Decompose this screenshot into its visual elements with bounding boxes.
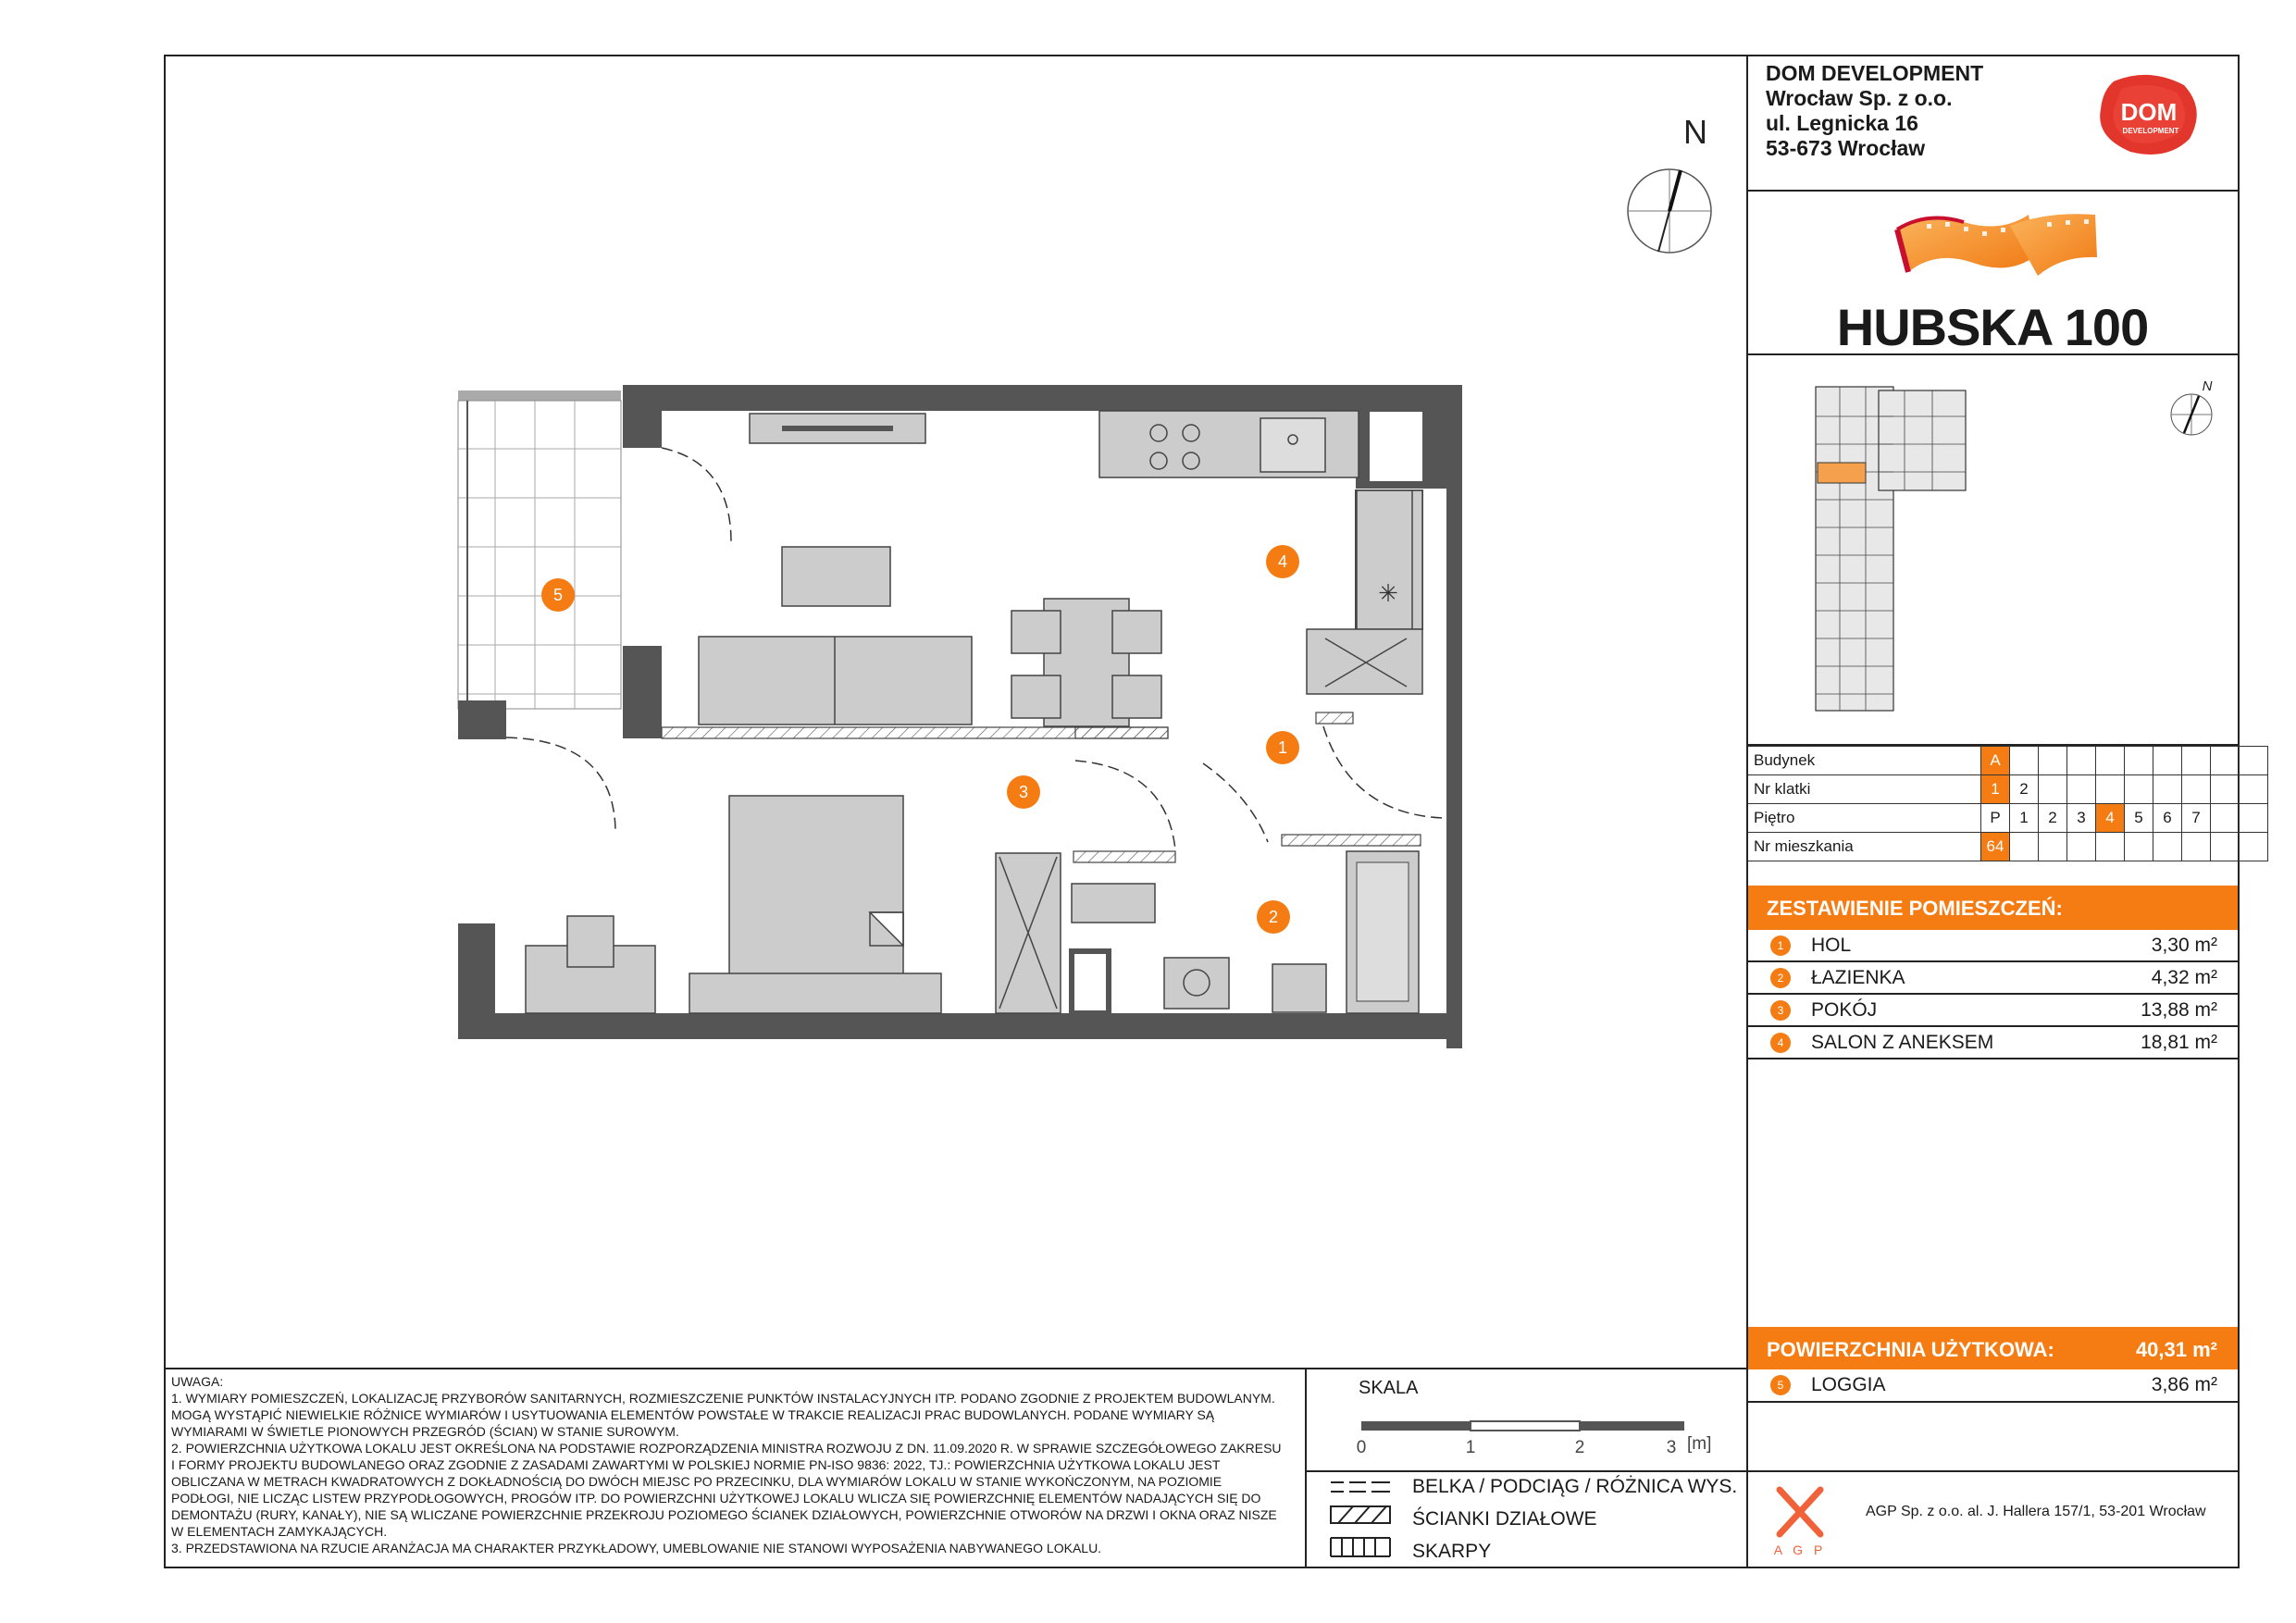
info-cell [2125,833,2153,861]
logo-text-main: DOM [2120,98,2178,126]
sidebar-rule-5 [1746,1470,2240,1472]
note-line: I FORMY PROJEKTU BUDOWLANEGO ORAZ ZGODNIE Z ZASADAMI ZAWARTYMI W POLSKIEJ NORMIE PN-ISO 9836: 2022, TJ.: POWIERZCHNIA UŻYTKOWA LOKALU JEST [171,1457,1221,1472]
note-line: DEMONTAŻU (RURY, KANAŁY), NIE SĄ WLICZANE POWIERZCHNIE PRZEKROJU POZIOMEGO ŚCIANEK DZIAŁOWYCH, POWIERZCHNIE OTWORÓW NA DRZWI I OKNA ORAZ NISZE [171,1507,1277,1522]
scale-tick-1: 1 [1465,1438,1476,1457]
info-row-label: Nr mieszkania [1748,833,1981,861]
info-cell [2211,804,2240,833]
info-row-label: Piętro [1748,804,1981,833]
notes-block [171,1373,1291,1556]
info-cell [2182,833,2211,861]
loggia-area: 3,86 m² [2151,1374,2217,1395]
loggia [458,390,621,709]
bathroom-fixtures [1072,851,1419,1013]
room-area: 13,88 m² [2141,999,2217,1021]
info-cell [2010,833,2039,861]
note-line: OBLICZANA W METRACH KWADRATOWYCH Z DOKŁADNOŚCIĄ DO DWÓCH MIEJSC PO PRZECINKU, DLA WYMIARÓW LOKALU W STANIE WYKOŃCZONYM, NA POZIOMIE [171,1474,1222,1489]
plan-marker-5: 5 [541,578,575,612]
info-cell [2182,747,2211,775]
note-line: W ELEMENTACH ZAMYKAJĄCYCH. [171,1524,388,1539]
info-cell [2182,775,2211,804]
coffee-table [782,547,890,606]
room-number-badge: 2 [1770,968,1791,988]
wardrobe [996,853,1061,1013]
slopes-symbol [1331,1538,1390,1556]
usable-area-label: POWIERZCHNIA UŻYTKOWA: [1767,1338,2054,1361]
info-cell [2153,747,2182,775]
room-name: SALON Z ANEKSEM [1811,1032,1994,1053]
notes-title: UWAGA: [171,1374,224,1389]
note-line: 2. POWIERZCHNIA UŻYTKOWA LOKALU JEST OKREŚLONA NA PODSTAWIE ROZPORZĄDZENIA MINISTRA ROZWOJU Z DN. 11.09.2020 R. W SPRAWIE SZCZEGÓŁOWEGO ZAKRESU [171,1441,1282,1456]
plan-marker-3: 3 [1007,775,1040,809]
agp-address: AGP Sp. z o.o. al. J. Hallera 157/1, 53-201 Wrocław [1866,1504,2206,1519]
building-key-plan [1812,379,1969,722]
room-area: 3,30 m² [2151,935,2217,956]
note-line: 1. WYMIARY POMIESZCZEŃ, LOKALIZACJĘ PRZYBORÓW SANITARNYCH, ROZMIESZCZENIE PUNKTÓW INSTALACYJNYCH ITP. PODANO ZGODNIE Z PROJEKTEM BUDOWLANYM. [171,1391,1275,1406]
project-title: HUBSKA 100 [1836,298,2149,356]
scale-unit: [m] [1687,1434,1712,1454]
info-cell: 64 [1981,833,2010,861]
info-cell [2039,747,2067,775]
info-row-label: Budynek [1748,747,1981,775]
north-label: N [1683,113,1707,151]
note-line: MOGĄ WYSTĄPIĆ NIEWIELKIE RÓŻNICE WYMIARÓW I USYTUOWANIA ELEMENTÓW POWSTAŁE W TRAKCIE REALIZACJI PRAC BUDOWLANYCH. PODANE WYMIARY SĄ [171,1407,1215,1422]
company-line2: Wrocław Sp. z o.o. [1766,86,1953,110]
company-name: DOM DEVELOPMENT [1766,61,1984,85]
room-name: ŁAZIENKA [1811,967,1905,988]
info-cell: 1 [2010,804,2039,833]
scale-tick-0: 0 [1356,1438,1367,1457]
info-cell: 2 [2010,775,2039,804]
info-cell [2039,775,2067,804]
info-cell [2067,747,2096,775]
info-row-label: Nr klatki [1748,775,1981,804]
apartment-info-table [1748,746,2268,861]
legend-slopes: SKARPY [1412,1541,1492,1562]
info-cell [2240,747,2268,775]
legend-beam: BELKA / PODCIĄG / RÓŻNICA WYS. [1412,1476,1738,1497]
room-area: 4,32 m² [2151,967,2217,988]
toilet [1072,884,1155,923]
info-cell [2067,833,2096,861]
info-cell [2240,833,2268,861]
info-cell [2096,833,2125,861]
info-cell [2125,747,2153,775]
dining-set [1011,599,1161,726]
film-strip-graphic [1890,202,2103,294]
legend-partitions: ŚCIANKI DZIAŁOWE [1412,1508,1597,1530]
logo-text-sub: DEVELOPMENT [2122,127,2179,135]
floor-plan [453,382,1462,1048]
scale-bar [1351,1414,1684,1458]
info-cell: A [1981,747,2010,775]
minimap-north-label: N [2202,378,2213,394]
note-line: 3. PRZEDSTAWIONA NA RZUCIE ARANŻACJA MA CHARAKTER PRZYKŁADOWY, UMEBLOWANIE NIE STANOWI WYPOSAŻENIA NABYWANEGO LOKALU. [171,1541,1102,1555]
company-city: 53-673 Wrocław [1766,136,1926,160]
info-cell [2240,775,2268,804]
room-row [1748,962,2238,995]
ventilation-mark: ✳ [1378,580,1398,608]
kitchen-shaft [1307,629,1422,694]
loggia-number-badge: 5 [1770,1375,1791,1395]
notes-scale-divider [1305,1368,1307,1568]
desk [526,916,655,1013]
rooms-header: ZESTAWIENIE POMIESZCZEŃ: [1748,886,2238,930]
bed [689,796,941,1013]
company-info [1766,61,1983,161]
room-name: POKÓJ [1811,999,1878,1021]
info-cell: 4 [2096,804,2125,833]
room-name: HOL [1811,935,1852,956]
washbasin [1272,964,1326,1012]
room-row [1748,995,2238,1027]
agp-logo [1772,1484,1828,1558]
sofa [699,637,972,725]
room-area: 18,81 m² [2141,1032,2217,1053]
info-cell: 2 [2039,804,2067,833]
info-cell: 5 [2125,804,2153,833]
info-cell: P [1981,804,2010,833]
room-number-badge: 4 [1770,1033,1791,1053]
scale-title: SKALA [1359,1378,1419,1398]
info-cell [2039,833,2067,861]
info-cell: 1 [1981,775,2010,804]
room-row [1748,930,2238,962]
room-number-badge: 3 [1770,1000,1791,1021]
scale-tick-3: 3 [1666,1438,1677,1457]
usable-area-value: 40,31 m² [2135,1338,2217,1361]
company-street: ul. Legnicka 16 [1766,111,1918,135]
legend-symbols [1329,1479,1394,1562]
agp-letters: A G P [1773,1542,1827,1557]
minimap-compass [2169,378,2219,440]
plan-marker-2: 2 [1257,900,1290,934]
info-cell [2153,775,2182,804]
info-cell [2125,775,2153,804]
info-row [1748,804,2268,833]
shaft [1072,951,1109,1013]
info-cell [2096,747,2125,775]
info-row [1748,775,2268,804]
info-row [1748,833,2268,861]
scale-legend-divider [1305,1470,1747,1472]
scale-tick-2: 2 [1574,1438,1585,1457]
loggia-row [1748,1369,2238,1401]
info-row [1748,747,2268,775]
note-line: WYMIARAMI W ŚWIETLE PIONOWYCH PRZEGRÓD (ŚCIAN) W STANIE SUROWYM. [171,1424,679,1439]
info-cell [2096,775,2125,804]
info-cell [2211,747,2240,775]
loggia-name: LOGGIA [1811,1374,1886,1395]
info-cell [2240,804,2268,833]
usable-area-bar [1748,1327,2238,1369]
notes-divider [164,1368,1747,1369]
info-cell [2067,775,2096,804]
sidebar-rule-4 [1746,1401,2240,1403]
compass-rose [1621,111,1714,268]
info-cell [2010,747,2039,775]
plan-marker-4: 4 [1266,545,1299,578]
info-cell [2211,775,2240,804]
notes-lines [171,1390,1291,1556]
washing-machine [1164,958,1229,1009]
note-line: PODŁOGI, NIE LICZĄC LISTEW PRZYPODŁOGOWYCH, PROGÓW ITP. DO POWIERZCHNI UŻYTKOWEJ LOKALU WLICZA SIĘ POWIERZCHNIĘ ELEMENTÓW NADAJĄCYCH SIĘ DO [171,1491,1261,1505]
kitchen-sink [1260,418,1325,472]
plan-marker-1: 1 [1266,731,1299,764]
dom-development-logo [2093,72,2204,157]
info-cell [2153,833,2182,861]
room-row [1748,1027,2238,1059]
sidebar-rule-1 [1746,190,2240,192]
room-number-badge: 1 [1770,935,1791,956]
info-cell: 6 [2153,804,2182,833]
info-cell [2211,833,2240,861]
info-cell: 7 [2182,804,2211,833]
info-cell: 3 [2067,804,2096,833]
